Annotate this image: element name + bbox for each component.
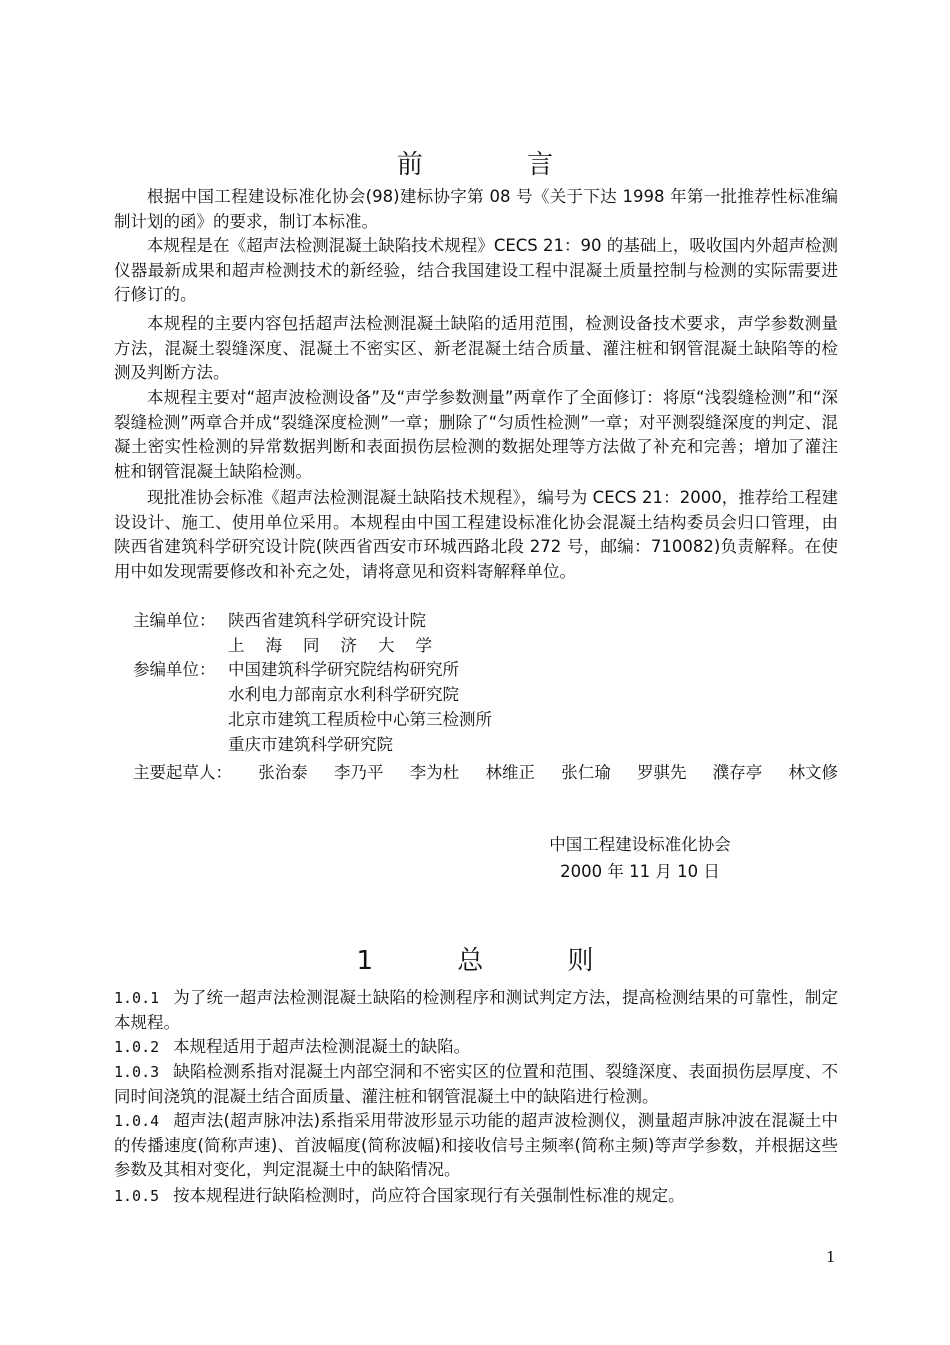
preface-paragraph: 本规程是在《超声法检测混凝土缺陷技术规程》CECS 21：90 的基础上，吸收国内外超声检测仪器最新成果和超声检测技术的新经验，结合我国建设工程中混凝土质量控制与检测的实际需要进行修订的。 — [114, 236, 838, 304]
participant-label: 参编单位： — [133, 660, 216, 679]
signature-date: 2000 年 11 月 10 日 — [560, 862, 720, 881]
participant-unit: 北京市建筑工程质检中心第三检测所 — [228, 710, 492, 729]
clause-text: 超声法(超声脉冲法)系指采用带波形显示功能的超声波检测仪，测量超声脉冲波在混凝土中的传播速度(简称声速)、首波幅度(简称波幅)和接收信号主频率(简称主频)等声学参数，并根据这些参数及其相对变化，判定混凝土中的缺陷情况。 — [114, 1111, 838, 1179]
clause — [114, 1060, 838, 1109]
drafter-name: 林文修 — [788, 763, 838, 782]
drafter-name: 林维正 — [485, 763, 535, 782]
clause-text: 缺陷检测系指对混凝土内部空洞和不密实区的位置和范围、裂缝深度、表面损伤层厚度、不同时间浇筑的混凝土结合面质量、灌注桩和钢管混凝土中的缺陷进行检测。 — [114, 1062, 838, 1106]
chapter-title: 1 总 则 — [356, 946, 632, 976]
chief-editor-unit: 上海同济大学 — [228, 636, 453, 655]
clause-number: 1.0.5 — [114, 1187, 160, 1205]
drafter-name: 罗骐先 — [637, 763, 687, 782]
participant-unit: 水利电力部南京水利科学研究院 — [228, 685, 459, 704]
participant-unit: 中国建筑科学研究院结构研究所 — [228, 660, 459, 679]
preface-paragraph: 本规程主要对“超声波检测设备”及“声学参数测量”两章作了全面修订：将原“浅裂缝检测”和“深裂缝检测”两章合并成“裂缝深度检测”一章；删除了“匀质性检测”一章；对平测裂缝深度的判定、混凝土密实性检测的异常数据判断和表面损伤层检测的数据处理等方法做了补充和完善；增加了灌注桩和钢管混凝土缺陷检测。 — [114, 388, 838, 481]
clause — [114, 1184, 838, 1209]
preface-paragraph: 现批准协会标准《超声法检测混凝土缺陷技术规程》，编号为 CECS 21：2000，推荐给工程建设设计、施工、使用单位采用。本规程由中国工程建设标准化协会混凝土结构委员会归口管理，由陕西省建筑科学研究设计院(陕西省西安市环城西路北段 272 号，邮编：710082)负责解释。在使用中如发现需要修改和补充之处，请将意见和资料寄解释单位。 — [114, 488, 838, 581]
clause-text: 为了统一超声法检测混凝土缺陷的检测程序和测试判定方法，提高检测结果的可靠性，制定本规程。 — [114, 988, 838, 1032]
clause-number: 1.0.4 — [114, 1112, 160, 1130]
signature-organization: 中国工程建设标准化协会 — [549, 835, 731, 854]
drafter-name: 张仁瑜 — [561, 763, 611, 782]
drafter-name: 李为杜 — [409, 763, 460, 782]
drafter-name: 张治泰 — [258, 763, 308, 782]
drafter-name: 濮存亭 — [712, 763, 763, 782]
preface-paragraph: 本规程的主要内容包括超声法检测混凝土缺陷的适用范围，检测设备技术要求，声学参数测量方法，混凝土裂缝深度、混凝土不密实区、新老混凝土结合质量、灌注桩和钢管混凝土缺陷等的检测及判断方法。 — [114, 314, 838, 382]
drafter-name: 李乃平 — [334, 763, 384, 782]
clause-text: 按本规程进行缺陷检测时，尚应符合国家现行有关强制性标准的规定。 — [173, 1186, 685, 1205]
page-number: 1 — [826, 1248, 836, 1266]
preface-title: 前 言 — [396, 150, 602, 180]
chief-editor-label: 主编单位： — [133, 611, 216, 630]
drafters-label: 主要起草人： — [133, 763, 232, 782]
preface-paragraph: 根据中国工程建设标准化协会(98)建标协字第 08 号《关于下达 1998 年第一批推荐性标准编制计划的函》的要求，制订本标准。 — [114, 187, 838, 231]
participant-unit: 重庆市建筑科学研究院 — [228, 735, 393, 754]
clause-number: 1.0.3 — [114, 1063, 160, 1081]
chief-editor-unit: 陕西省建筑科学研究设计院 — [228, 611, 426, 630]
clause — [114, 1109, 838, 1183]
drafters-line — [133, 761, 838, 786]
clause-number: 1.0.1 — [114, 989, 160, 1007]
clause — [114, 986, 838, 1035]
clause — [114, 1035, 838, 1060]
clause-number: 1.0.2 — [114, 1038, 160, 1056]
clause-text: 本规程适用于超声法检测混凝土的缺陷。 — [173, 1037, 471, 1056]
